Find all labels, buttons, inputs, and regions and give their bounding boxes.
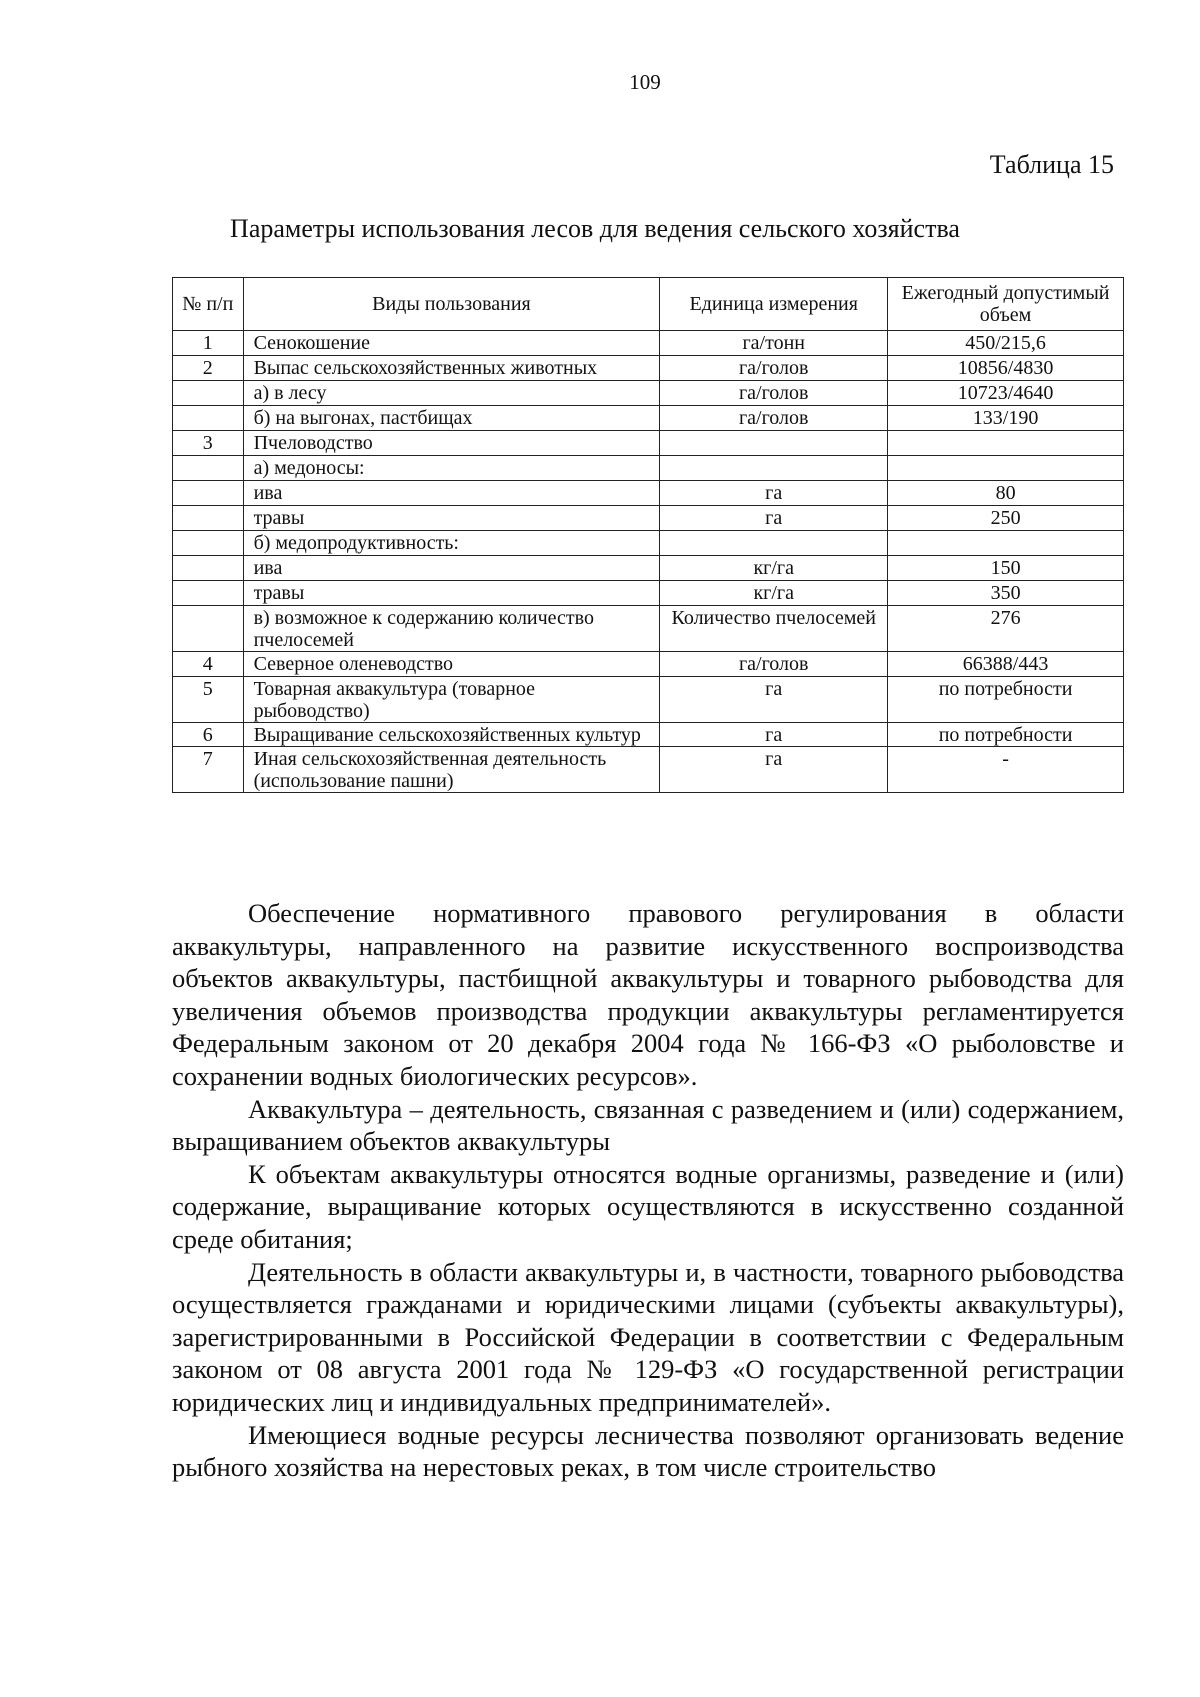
row-volume: 450/215,6	[888, 331, 1124, 356]
table-row	[173, 356, 1124, 381]
row-volume: 10723/4640	[888, 381, 1124, 406]
row-type: ива	[243, 556, 660, 581]
row-type: Товарная аквакультура (товарное рыбоводство)	[243, 677, 660, 723]
row-volume: 276	[888, 606, 1124, 652]
row-num: 1	[173, 331, 244, 356]
header-type: Виды пользования	[243, 278, 660, 331]
row-unit: га/голов	[660, 652, 888, 677]
table-row	[173, 381, 1124, 406]
table-row	[173, 747, 1124, 793]
row-volume: по потребности	[888, 677, 1124, 723]
row-type: Иная сельскохозяйственная деятельность (использование пашни)	[243, 747, 660, 793]
row-volume	[888, 456, 1124, 481]
forest-use-parameters-table	[172, 277, 1124, 793]
row-type: а) в лесу	[243, 381, 660, 406]
table-row	[173, 331, 1124, 356]
row-unit: га/голов	[660, 381, 888, 406]
table-row	[173, 406, 1124, 431]
row-type: Северное оленеводство	[243, 652, 660, 677]
row-num	[173, 381, 244, 406]
table-row	[173, 606, 1124, 652]
table-row	[173, 481, 1124, 506]
row-volume: 80	[888, 481, 1124, 506]
table-row	[173, 723, 1124, 747]
row-num	[173, 456, 244, 481]
paragraph: К объектам аквакультуры относятся водные организмы, разведение и (или) содержание, выращивание которых осуществляются в искусственно созданной среде обитания;	[172, 1158, 1124, 1254]
row-num: 6	[173, 723, 244, 747]
row-volume	[888, 531, 1124, 556]
row-num	[173, 506, 244, 531]
row-type: Выращивание сельскохозяйственных культур	[243, 723, 660, 747]
row-unit	[660, 456, 888, 481]
row-num: 3	[173, 431, 244, 456]
row-num	[173, 406, 244, 431]
row-num	[173, 606, 244, 652]
header-unit: Единица измерения	[660, 278, 888, 331]
table-header-row	[173, 278, 1124, 331]
row-unit: га	[660, 506, 888, 531]
row-volume: 66388/443	[888, 652, 1124, 677]
row-unit: кг/га	[660, 556, 888, 581]
row-num	[173, 481, 244, 506]
paragraph: Деятельность в области аквакультуры и, в частности, товарного рыбоводства осуществляется гражданами и юридическими лицами (субъекты аквакультуры), зарегистрированными в Российской Федерации в соответствии с Федеральным законом от 08 августа 2001 года № 129-ФЗ «О государственной регистрации юридических лиц и индивидуальных предпринимателей».	[172, 1256, 1124, 1417]
row-type: ива	[243, 481, 660, 506]
row-num	[173, 581, 244, 606]
row-type: в) возможное к содержанию количество пчелосемей	[243, 606, 660, 652]
row-type: Сенокошение	[243, 331, 660, 356]
row-volume: 10856/4830	[888, 356, 1124, 381]
table-row	[173, 652, 1124, 677]
body-text	[172, 897, 1124, 1484]
row-unit	[660, 431, 888, 456]
row-num: 2	[173, 356, 244, 381]
row-volume: 250	[888, 506, 1124, 531]
row-unit: га/голов	[660, 356, 888, 381]
row-num	[173, 531, 244, 556]
paragraph: Аквакультура – деятельность, связанная с разведением и (или) содержанием, выращиванием объектов аквакультуры	[172, 1093, 1124, 1157]
row-type: б) на выгонах, пастбищах	[243, 406, 660, 431]
page-number: 109	[629, 70, 661, 94]
row-unit: га	[660, 747, 888, 793]
row-unit: га/голов	[660, 406, 888, 431]
row-unit	[660, 531, 888, 556]
row-type: травы	[243, 506, 660, 531]
row-num: 4	[173, 652, 244, 677]
table-row	[173, 581, 1124, 606]
table-label: Таблица 15	[989, 150, 1114, 179]
row-num: 5	[173, 677, 244, 723]
table-row	[173, 431, 1124, 456]
row-unit: га/тонн	[660, 331, 888, 356]
row-unit: га	[660, 723, 888, 747]
row-type: а) медоносы:	[243, 456, 660, 481]
row-volume	[888, 431, 1124, 456]
table-row	[173, 506, 1124, 531]
row-type: травы	[243, 581, 660, 606]
row-num: 7	[173, 747, 244, 793]
row-volume: 133/190	[888, 406, 1124, 431]
table-row	[173, 556, 1124, 581]
paragraph: Обеспечение нормативного правового регулирования в области аквакультуры, направленного на развитие искусственного воспроизводства объектов аквакультуры, пастбищной аквакультуры и товарного рыбоводства для увеличения объемов производства продукции аквакультуры регламентируется Федеральным законом от 20 декабря 2004 года № 166-ФЗ «О рыболовстве и сохранении водных биологических ресурсов».	[172, 898, 1124, 1091]
table-row	[173, 677, 1124, 723]
row-unit: кг/га	[660, 581, 888, 606]
row-volume: 150	[888, 556, 1124, 581]
header-volume: Ежегодный допустимый объем	[888, 278, 1124, 331]
row-type: Пчеловодство	[243, 431, 660, 456]
row-num	[173, 556, 244, 581]
row-unit: Количество пчелосемей	[660, 606, 888, 652]
row-type: Выпас сельскохозяйственных животных	[243, 356, 660, 381]
row-volume: -	[888, 747, 1124, 793]
header-num: № п/п	[173, 278, 244, 331]
row-volume: по потребности	[888, 723, 1124, 747]
row-unit: га	[660, 481, 888, 506]
table-row	[173, 456, 1124, 481]
row-unit: га	[660, 677, 888, 723]
row-volume: 350	[888, 581, 1124, 606]
row-type: б) медопродуктивность:	[243, 531, 660, 556]
paragraph: Имеющиеся водные ресурсы лесничества позволяют организовать ведение рыбного хозяйства на нерестовых реках, в том числе строительство	[172, 1419, 1124, 1483]
table-title: Параметры использования лесов для ведения сельского хозяйства	[230, 214, 960, 243]
table-row	[173, 531, 1124, 556]
